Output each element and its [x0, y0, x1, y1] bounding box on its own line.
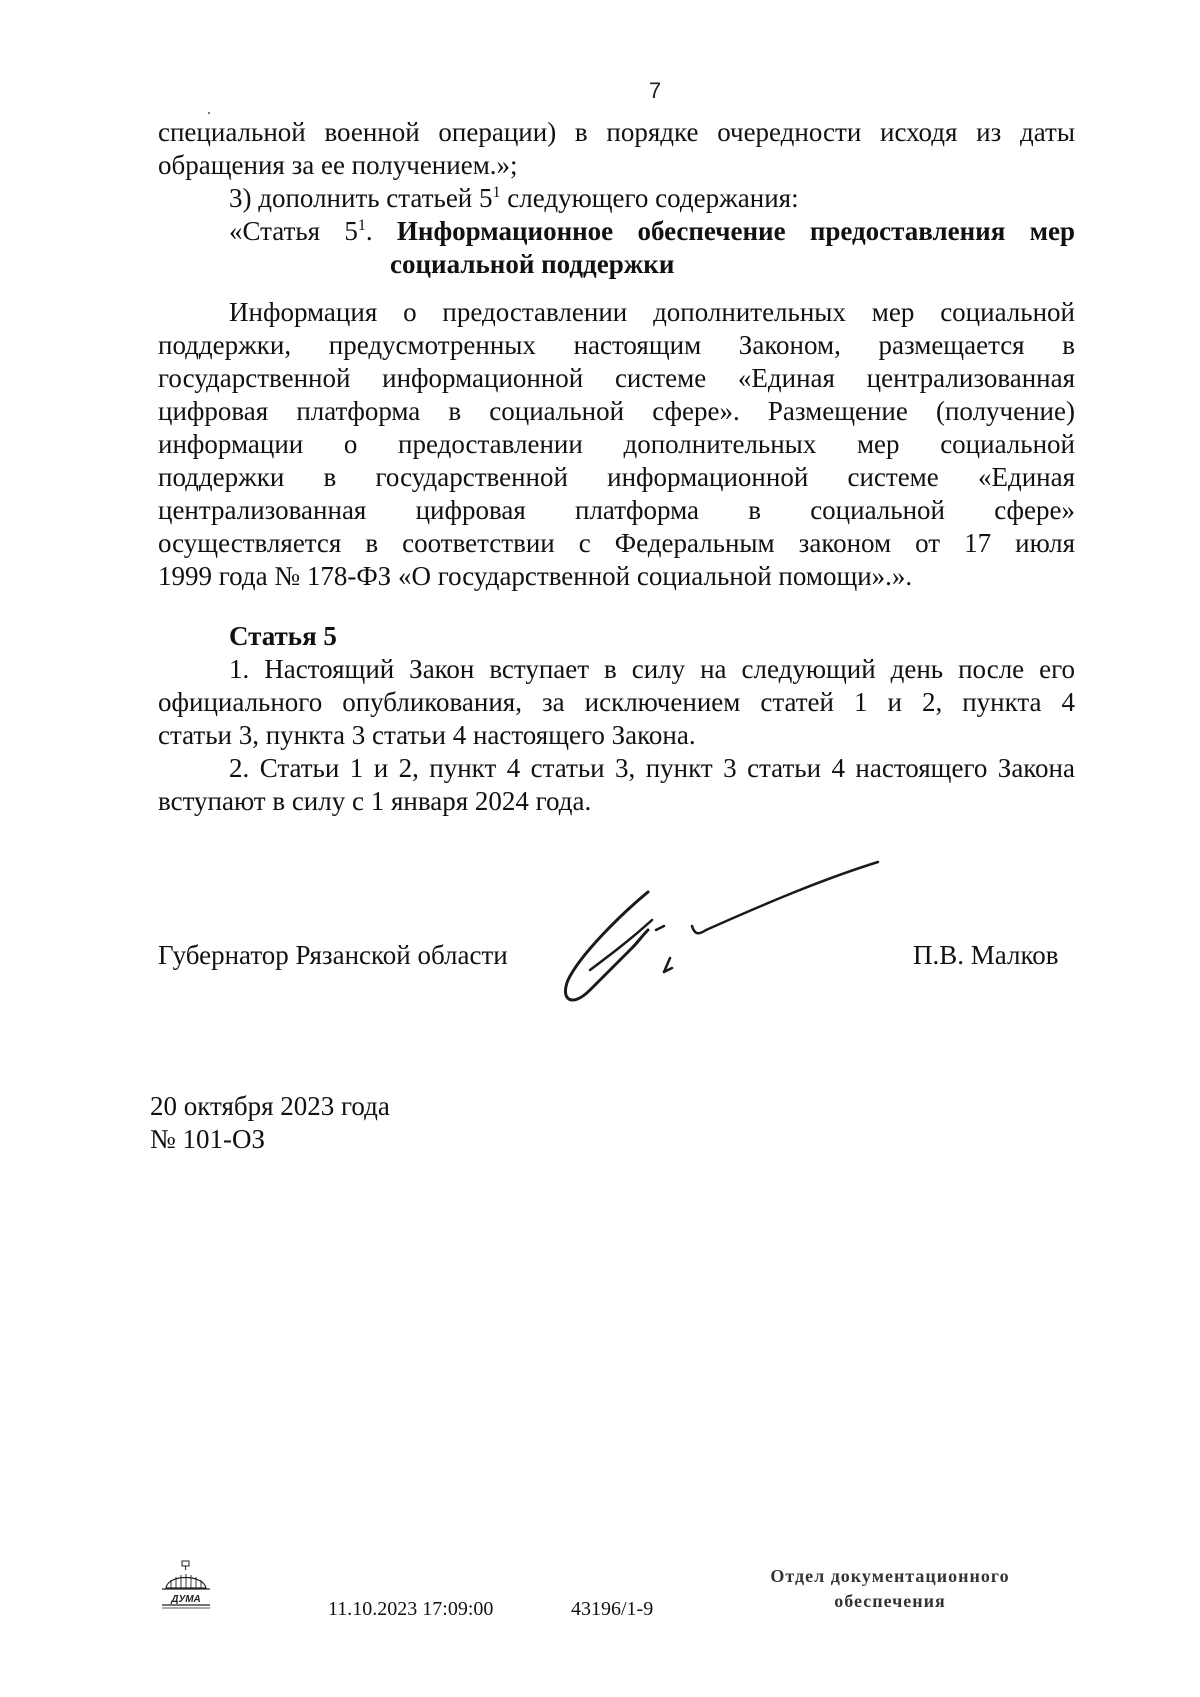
paragraph-last-line: 1999 года № 178-ФЗ «О государственной социальной помощи».». [158, 561, 913, 591]
paragraph-line-2: поддержки, предусмотренных настоящим Законом, размещается в [158, 330, 1075, 360]
law-number: № 101-ОЗ [150, 1124, 266, 1154]
article-5 [158, 620, 1075, 818]
paragraph-line-3: государственной информационной системе «Единая централизованная [158, 363, 1075, 393]
paragraph-line-8: осуществляется в соответствии с Федеральным законом от 17 июля [158, 528, 1075, 558]
department-line-2: обеспечения [834, 1591, 946, 1611]
law-date: 20 октября 2023 года [150, 1091, 390, 1121]
paragraph-line-6: поддержки в государственной информационной системе «Единая [158, 462, 1075, 492]
article-5-p1-line-2: официального опубликования, за исключением статей 1 и 2, пункта 4 [158, 687, 1075, 717]
document-body-top [158, 116, 1075, 281]
duma-logo-icon [158, 1560, 214, 1612]
article-5-p2-line-1: 2. Статьи 1 и 2, пункт 4 статьи 3, пункт 3 статьи 4 настоящего Закона [229, 753, 1075, 783]
page-number: 7 [648, 78, 662, 103]
paragraph-line-7: централизованная цифровая платформа в социальной сфере» [158, 495, 1075, 525]
scan-speck [208, 112, 210, 114]
item-3: 3) дополнить статьей $5^1$ следующего содержания: [229, 183, 799, 213]
continuation-line-1: специальной военной операции) в порядке очередности исходя из даты [158, 117, 1075, 147]
information-paragraph [158, 296, 1075, 593]
paragraph-line-1: Информация о предоставлении дополнительных мер социальной [229, 297, 1075, 327]
svg-text:ДУМА: ДУМА [171, 1594, 201, 1605]
signatory-title: Губернатор Рязанской области [158, 940, 508, 970]
article-5-p1-last: статьи 3, пункта 3 статьи 4 настоящего Закона. [158, 720, 696, 750]
handwritten-signature [560, 860, 900, 1040]
paragraph-line-4: цифровая платформа в социальной сфере». Размещение (получение) [158, 396, 1075, 426]
department-stamp [740, 1564, 1040, 1614]
article-5-p2-last: вступают в силу с 1 января 2024 года. [158, 786, 592, 816]
signatory-name: П.В. Малков [913, 940, 1059, 970]
article-5-1-title-line-2: социальной поддержки [390, 249, 675, 279]
paragraph-line-5: информации о предоставлении дополнительных мер социальной [158, 429, 1075, 459]
article-5-heading: Статья 5 [229, 621, 337, 651]
stamp-reg-number: 43196/1-9 [571, 1598, 654, 1620]
article-5-1-heading: «Статья $5^1$. Информационное обеспечение предоставления мер [229, 216, 1075, 246]
stamp-timestamp: 11.10.2023 17:09:00 [328, 1598, 494, 1620]
article-5-p1-line-1: 1. Настоящий Закон вступает в силу на следующий день после его [229, 654, 1075, 684]
continuation-line-2: обращения за ее получением.»; [158, 150, 518, 180]
law-date-block [150, 1090, 390, 1156]
department-line-1: Отдел документационного [770, 1566, 1010, 1586]
